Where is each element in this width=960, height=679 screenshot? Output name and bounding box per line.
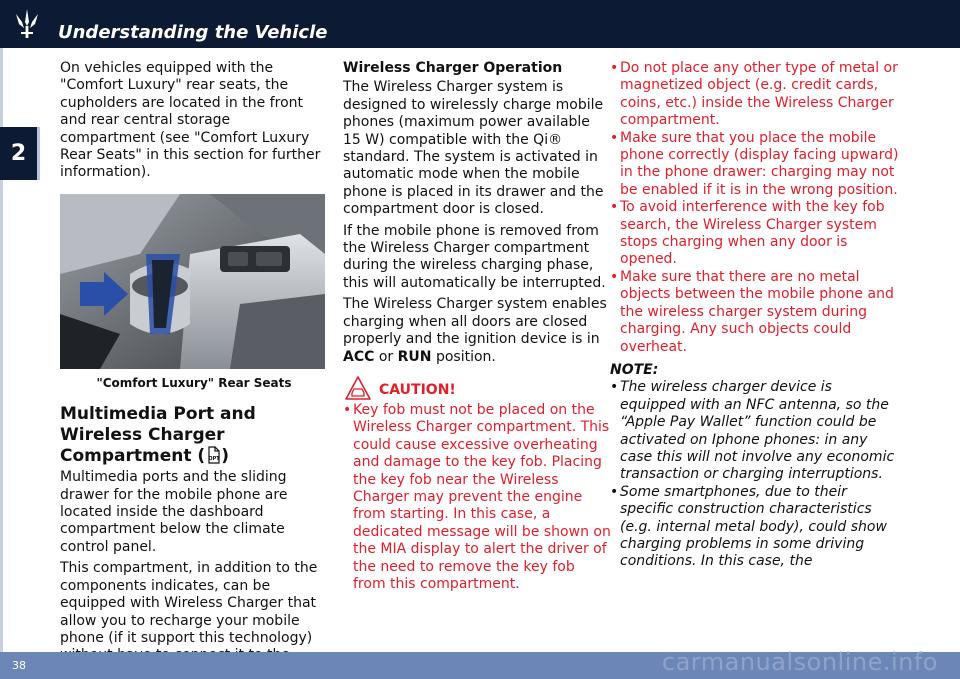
section-heading — [60, 404, 328, 467]
charger-paragraph-2: If the mobile phone is removed from the Wireless Charger compartment during the wireless charging phase, this will automatically be interrupted. — [343, 222, 606, 291]
section-heading-close: ) — [221, 446, 229, 467]
header-bar — [0, 0, 960, 48]
caution-item: • Key fob must not be placed on the Wireless Charger compartment. This could cause excessive overheating and damage to the key fob. Placing the key fob near the Wireless Charger may prevent the engine from starting. In this case, a dedicated message will be shown on the MIA display to alert the driver of the need to remove the key fob from this compartment. — [343, 402, 611, 593]
column-1 — [60, 60, 328, 679]
note-item: • Some smartphones, due to their specific construction characteristics (e.g. internal metal body), could show charging problems in some driving conditions. In this case, the — [610, 484, 900, 571]
trident-logo-icon — [10, 6, 44, 42]
note-item: • The wireless charger device is equipped with an NFC antenna, so the “Apple Pay Wallet” function could be activated on Iphone phones: in any case this will not involve any economic transaction or charging interruptions. — [610, 379, 900, 483]
warning-item: • Make sure that there are no metal objects between the mobile phone and the wireless charger system during charging. Any such objects could overheat. — [610, 269, 900, 356]
run-label: RUN — [397, 348, 432, 365]
note-label: NOTE: — [610, 361, 659, 378]
caution-label: CAUTION! — [379, 382, 456, 399]
column-3 — [610, 60, 900, 571]
or-text: or — [374, 348, 398, 365]
warning-item: • To avoid interference with the key fob search, the Wireless Charger system stops charging when any door is opened. — [610, 199, 900, 269]
compartment-paragraph: This compartment, in addition to the components indicates, can be equipped with Wireless Charger that allow you to recharge your mobile phone (if it support this technology) — [60, 560, 318, 646]
charger-paragraph-1: The Wireless Charger system is designed to wirelessly charge mobile phones (maximum power available 15 W) compatible with the Qi® standard. The system is activated in automatic mode when the mobile phone is placed in its drawer and the compartment door is closed. — [343, 79, 604, 218]
opt-icon — [205, 446, 221, 464]
watermark: carmanualsonline.info — [661, 648, 938, 676]
page-number: 38 — [12, 659, 26, 672]
warning-item: • Make sure that you place the mobile phone correctly (display facing upward) in the phone drawer: charging may not be enabled if it is in the wrong position. — [610, 130, 900, 200]
para3-start: The Wireless Charger system enables charging when all doors are closed properly and the ignition device is in — [343, 296, 607, 348]
ports-paragraph: Multimedia ports and the sliding drawer for the mobile phone are located inside the dashboard compartment below the climate control panel. — [60, 469, 288, 555]
page-header-title: Understanding the Vehicle — [58, 22, 328, 43]
chapter-tab: 2 — [0, 127, 40, 180]
footer-bar — [0, 648, 960, 679]
svg-text:OPT: OPT — [208, 456, 220, 463]
caution-list — [343, 402, 611, 593]
car-warning-icon — [345, 376, 371, 400]
para3-end: position. — [431, 348, 496, 365]
note-list — [610, 379, 900, 570]
column-2 — [343, 60, 611, 594]
warning-item: • Do not place any other type of metal or magnetized object (e.g. credit cards, coins, etc.) inside the Wireless Charger compartment. — [610, 60, 900, 130]
rear-seats-photo — [60, 194, 325, 369]
section-heading-text: Multimedia Port and Wireless Charger Compartment ( — [60, 404, 256, 467]
intro-paragraph: On vehicles equipped with the "Comfort Luxury" rear seats, the cupholders are located in the front and rear central storage compartment (see "Comfort Luxury Rear Seats" in this section for further information). — [60, 60, 321, 181]
photo-caption: "Comfort Luxury" Rear Seats — [96, 375, 292, 390]
acc-label: ACC — [343, 348, 375, 365]
warning-list — [610, 60, 900, 356]
charger-paragraph-3 — [343, 296, 611, 366]
caution-block — [345, 376, 611, 400]
wireless-charger-subheading: Wireless Charger Operation — [343, 60, 563, 76]
